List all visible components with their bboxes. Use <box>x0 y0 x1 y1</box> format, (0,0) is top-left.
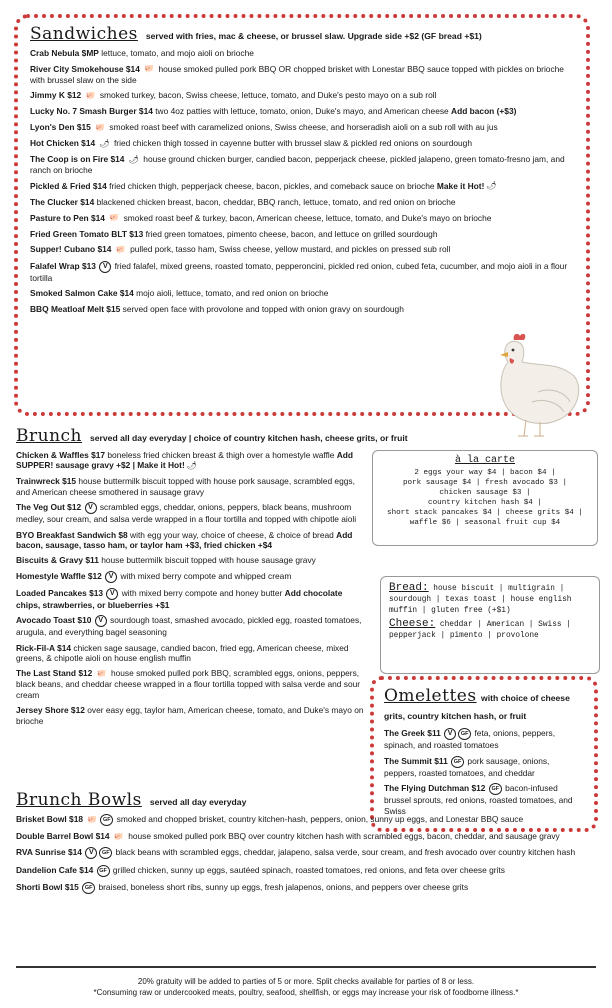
menu-item-addon: Add bacon (+$3) <box>451 106 517 117</box>
menu-item-name: Jersey Shore $12 <box>16 705 85 716</box>
alacarte-line: chicken sausage $3 | <box>439 489 531 497</box>
bowls-title: Brunch Bowls <box>16 790 142 810</box>
menu-item-name: Trainwreck $15 <box>16 476 77 487</box>
menu-item-description: with mixed berry compote and whipped cream <box>120 571 292 582</box>
cheese-text: cheddar | American | Swiss | pepperjack | pimento | provolone <box>389 621 571 640</box>
menu-item <box>30 288 574 298</box>
gluten-free-badge: GF <box>489 783 502 795</box>
menu-item-name: Rick-Fil-A $14 <box>16 642 72 653</box>
cheese-label: Cheese: <box>389 618 436 630</box>
bread-cheese-section <box>380 576 600 674</box>
vegetarian-badge: V <box>99 261 111 273</box>
alacarte-line: 2 eggs your way $4 | bacon $4 | <box>414 469 556 477</box>
vegetarian-badge: V <box>444 728 456 740</box>
menu-item <box>16 668 364 700</box>
menu-item <box>16 530 364 551</box>
brunch-subtitle: served all day everyday | choice of country kitchen hash, cheese grits, or fruit <box>90 433 408 443</box>
menu-item-name: Brisket Bowl $18 <box>16 814 84 825</box>
alacarte-line: waffle $6 | seasonal fruit cup $4 <box>409 519 561 527</box>
menu-item-description: smoked and chopped brisket, country kitchen-hash, peppers, onion, sunny up eggs, and Lonestar BBQ sauce <box>116 814 524 825</box>
menu-item <box>16 588 364 610</box>
menu-item-name: Pickled & Fried $14 <box>30 180 107 191</box>
menu-item-name: Pasture to Pen $14 <box>30 212 105 223</box>
menu-item-name: Hot Chicken $14 <box>30 138 96 149</box>
bread-text: house biscuit | multigrain | sourdough | texas toast | house english muffin | gluten free (+$1) <box>389 585 572 615</box>
menu-item-description: feta, onions, peppers, spinach, and roasted tomatoes <box>384 728 556 750</box>
menu-item-description: smoked roast beef with caramelized onions, Swiss cheese, and horseradish aioli on a sub roll with au jus <box>109 121 498 132</box>
vegetarian-badge: V <box>85 502 97 514</box>
menu-item-description: fried chicken thigh tossed in cayenne butter with brussel slaw & pickled red onions on sourdough <box>113 138 472 149</box>
menu-item-name: The Clucker $14 <box>30 197 95 208</box>
menu-item-description: mojo aioli, lettuce, tomato, and red onion on brioche <box>136 288 329 299</box>
menu-item <box>30 304 574 314</box>
menu-item-description: house ground chicken burger, candied bacon, pepperjack cheese, pickled jalapeno, green tomato-fresno jam, and ranch on brioche <box>30 154 565 176</box>
bowls-list <box>16 814 596 894</box>
menu-item <box>30 122 574 133</box>
gluten-free-badge: GF <box>451 756 464 768</box>
menu-item <box>16 555 364 565</box>
menu-item-name: Lucky No. 7 Smash Burger $14 <box>30 106 153 117</box>
menu-item-name: Crab Nebula $MP <box>30 48 99 58</box>
gluten-free-badge: GF <box>99 847 112 859</box>
menu-item <box>16 705 364 726</box>
menu-item-name: The Summit $11 <box>384 755 448 766</box>
menu-item-name: Smoked Salmon Cake $14 <box>30 288 134 299</box>
menu-item-addon: Add bacon, sausage, tasso ham, or taylor ham +$3, fried chicken +$4 <box>16 529 353 551</box>
menu-item-description: boneless fried chicken breast & thigh over a homestyle waffle <box>107 450 335 460</box>
menu-item-name: Homestyle Waffle $12 <box>16 571 102 582</box>
pig-icon: 🐖 <box>87 814 98 824</box>
menu-item <box>16 450 364 471</box>
menu-item <box>30 106 574 116</box>
menu-item-name: Lyon's Den $15 <box>30 121 91 132</box>
omelettes-header <box>384 686 584 724</box>
vegetarian-badge: V <box>106 588 118 600</box>
menu-item <box>16 882 596 894</box>
menu-item-description: pulled pork, tasso ham, Swiss cheese, yellow mustard, and pickles on pressed sub roll <box>130 244 451 255</box>
menu-item <box>30 138 574 149</box>
menu-item-description: grilled chicken, sunny up eggs, sautéed spinach, roasted tomatoes, red onions, and feta over cheese grits <box>112 864 505 875</box>
pepper-icon: 🌶 <box>99 138 110 148</box>
sandwiches-title: Sandwiches <box>30 24 138 44</box>
menu-item-description: fried chicken thigh, pepperjack cheese, bacon, pickles, and comeback sauce on brioche <box>109 180 435 191</box>
alacarte-line: short stack pancakes $4 | cheese grits $4 | <box>387 509 583 517</box>
menu-item-name: Biscuits & Gravy $11 <box>16 555 99 566</box>
cheese-options <box>389 619 591 642</box>
gluten-free-badge: GF <box>458 728 471 740</box>
pepper-icon: 🌶 <box>186 460 197 470</box>
menu-item <box>16 502 364 524</box>
footer-divider <box>16 966 596 968</box>
menu-item <box>30 90 574 101</box>
bread-label: Bread: <box>389 582 429 594</box>
menu-item <box>30 64 574 85</box>
menu-item-name: The Veg Out $12 <box>16 502 82 513</box>
menu-item <box>16 831 596 842</box>
menu-item-description: fried green tomatoes, pimento cheese, bacon, and lettuce on grilled sourdough <box>145 228 438 239</box>
omelettes-title: Omelettes <box>384 686 477 706</box>
pig-icon: 🐖 <box>113 831 124 841</box>
menu-item-name: Avocado Toast $10 <box>16 615 92 626</box>
menu-item-description: lettuce, tomato, and mojo aioli on brioche <box>101 48 254 58</box>
menu-item <box>16 476 364 497</box>
omelettes-subtitle: with choice of cheese grits, country kitchen hash, or fruit <box>384 693 570 721</box>
menu-item <box>16 865 596 877</box>
menu-item-name: RVA Sunrise $14 <box>16 847 82 858</box>
brunch-title: Brunch <box>16 426 82 446</box>
brunch-list <box>16 450 364 726</box>
menu-item <box>30 197 574 207</box>
sandwiches-subtitle: served with fries, mac & cheese, or brussel slaw. Upgrade side +$2 (GF bread +$1) <box>145 31 482 41</box>
hen-illustration <box>478 332 588 438</box>
pig-icon: 🐖 <box>144 64 155 74</box>
pepper-icon: 🌶 <box>128 154 139 164</box>
menu-item <box>30 48 574 58</box>
alacarte-line: pork sausage $4 | fresh avocado $3 | <box>402 479 568 487</box>
menu-item-addon: Add chocolate chips, strawberries, or blueberries +$1 <box>16 588 343 610</box>
menu-item <box>30 244 574 255</box>
menu-item-name: BYO Breakfast Sandwich $8 <box>16 529 128 540</box>
menu-item-description: served open face with provolone and topped with onion gravy on sourdough <box>122 303 404 314</box>
menu-item-description: fried falafel, mixed greens, roasted tomato, pepperoncini, pickled red onion, cubed feta, cucumber, and mojo aioli in a flour tortilla <box>30 260 568 283</box>
menu-item-description: house smoked pulled pork BBQ OR chopped brisket with Lonestar BBQ sauce topped with pickles on brioche with brussel slaw on the side <box>30 63 564 85</box>
menu-item <box>16 847 596 859</box>
brunch-header <box>16 426 408 446</box>
menu-item <box>30 213 574 224</box>
sandwich-list <box>30 48 574 314</box>
brunch-bowls-section <box>16 790 596 899</box>
alacarte-list <box>379 468 591 528</box>
menu-item-description: house smoked pulled pork BBQ over country kitchen hash with scrambled eggs, bacon, cheddar, and sausage gravy <box>128 831 560 842</box>
brunch-section <box>16 426 408 731</box>
menu-item-name: Dandelion Cafe $14 <box>16 864 94 875</box>
menu-item <box>16 643 364 664</box>
menu-item-name: Double Barrel Bowl $14 <box>16 831 110 842</box>
menu-item-description: with mixed berry compote and honey butter <box>121 588 283 599</box>
menu-item-name: Loaded Pancakes $13 <box>16 588 104 599</box>
menu-item-description: bacon-infused brussel sprouts, red onions, roasted tomatoes, and Swiss <box>384 783 573 816</box>
menu-item-description: braised, boneless short ribs, sunny up eggs, fresh jalapenos, onions, and peppers over cheese grits <box>98 881 469 892</box>
menu-item-description: with egg your way, choice of cheese, & choice of bread <box>130 529 334 540</box>
sandwiches-header <box>30 24 574 44</box>
menu-item <box>16 814 596 826</box>
menu-item-name: Supper! Cubano $14 <box>30 244 112 255</box>
menu-item <box>30 229 574 239</box>
pig-icon: 🐖 <box>95 122 106 132</box>
menu-item-name: Jimmy K $12 <box>30 90 82 101</box>
menu-item-addon: Add SUPPER! sausage gravy +$2 | Make it Hot! <box>16 450 354 471</box>
vegetarian-badge: V <box>85 847 97 859</box>
pepper-icon: 🌶 <box>486 181 497 191</box>
menu-item-description: house buttermilk biscuit topped with house sausage gravy <box>101 555 316 566</box>
menu-item-description: house buttermilk biscuit topped with house pork sausage, scrambled eggs, and American cheese smothered in sausage gravy <box>16 476 355 497</box>
menu-item-name: The Last Stand $12 <box>16 668 93 679</box>
menu-item-name: BBQ Meatloaf Melt $15 <box>30 303 121 314</box>
menu-item-description: smoked roast beef & turkey, bacon, American cheese, lettuce, tomato, and Duke's mayo on brioche <box>123 212 492 223</box>
footer <box>16 976 596 998</box>
alacarte-section <box>372 450 598 546</box>
menu-item-name: The Flying Dutchman $12 <box>384 783 486 794</box>
menu-item-description: sourdough toast, smashed avocado, pickled egg, roasted tomatoes, arugula, and everything bagel seasoning <box>16 615 362 638</box>
alacarte-title: à la carte <box>454 455 515 466</box>
menu-item-description: scrambled eggs, cheddar, onions, peppers, black beans, mushroom medley, sour cream, and salsa verde wrapped in a flour tortilla and topped with chipotle aioli <box>16 502 357 525</box>
menu-item-name: Falafel Wrap $13 <box>30 260 96 271</box>
gluten-free-badge: GF <box>100 814 113 826</box>
menu-item-name: Shorti Bowl $15 <box>16 881 79 892</box>
bowls-subtitle: served all day everyday <box>149 797 247 807</box>
food-safety-note: *Consuming raw or undercooked meats, poultry, seafood, shellfish, or eggs may increase your risk of foodborne illness.* <box>93 988 519 997</box>
gluten-free-badge: GF <box>97 865 110 877</box>
menu-item-description: chicken sage sausage, candied bacon, fried egg, American cheese, mixed greens, & chipotle aioli on house english muffin <box>16 642 349 664</box>
menu-item <box>30 154 574 175</box>
menu-item-description: blackened chicken breast, bacon, cheddar, BBQ ranch, lettuce, tomato, and red onion on brioche <box>96 197 456 208</box>
bowls-header <box>16 790 596 810</box>
menu-item-name: The Coop is on Fire $14 <box>30 154 125 165</box>
menu-item <box>384 756 584 778</box>
menu-item-description: pork sausage, onions, peppers, roasted tomatoes, and cheddar <box>384 755 550 778</box>
bread-options <box>389 583 591 617</box>
menu-item-description: two 4oz patties with lettuce, tomato, onion, Duke's mayo, and American cheese <box>155 106 449 117</box>
vegetarian-badge: V <box>105 571 117 583</box>
menu-item <box>384 728 584 750</box>
vegetarian-badge: V <box>95 615 107 627</box>
pig-icon: 🐖 <box>115 244 126 254</box>
menu-item-description: house smoked pulled pork BBQ, scrambled eggs, onions, peppers, black beans, and cheddar cheese wrapped in a flour tortilla topped with salsa verde and sour cream <box>16 668 361 700</box>
menu-item <box>30 261 574 283</box>
menu-item-name: Fried Green Tomato BLT $13 <box>30 228 144 239</box>
menu-item-name: The Greek $11 <box>384 728 441 739</box>
pig-icon: 🐖 <box>109 213 120 223</box>
alacarte-line: country kitchen hash $4 | <box>428 499 542 507</box>
menu-item-description: black beans with scrambled eggs, cheddar, jalapeno, salsa verde, sour cream, and fresh avocado over country kitchen hash <box>115 847 576 858</box>
menu-item <box>16 571 364 583</box>
menu-item-description: smoked turkey, bacon, Swiss cheese, lettuce, tomato, and Duke's pesto mayo on a sub roll <box>99 90 437 101</box>
menu-item-description: over easy egg, taylor ham, American cheese, tomato, and Duke's mayo on brioche <box>16 705 364 726</box>
gratuity-note: 20% gratuity will be added to parties of 5 or more. Split checks available for parties of 8 or less. <box>137 977 475 986</box>
menu-item <box>30 181 574 192</box>
menu-item-name: Chicken & Waffles $17 <box>16 450 106 460</box>
menu-item-name: River City Smokehouse $14 <box>30 63 140 74</box>
pig-icon: 🐖 <box>85 90 96 100</box>
gluten-free-badge: GF <box>82 882 95 894</box>
menu-item-addon: Make it Hot! <box>436 180 485 191</box>
pig-icon: 🐖 <box>96 669 107 679</box>
menu-item <box>16 615 364 637</box>
